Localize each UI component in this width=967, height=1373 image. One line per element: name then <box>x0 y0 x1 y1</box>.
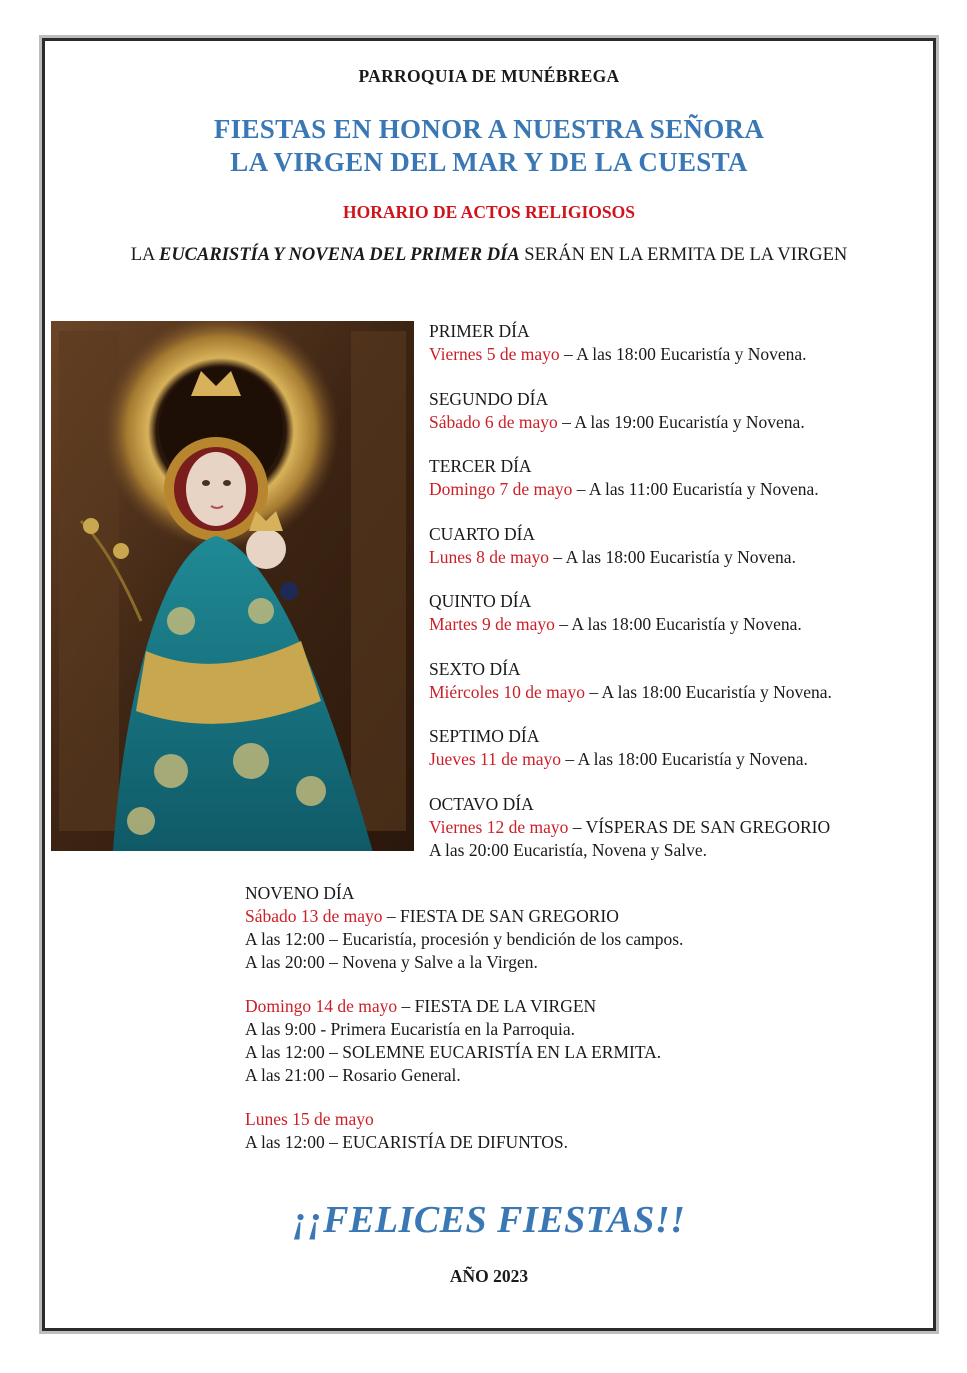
daily-schedule <box>429 320 909 860</box>
day-detail: – A las 11:00 Eucaristía y Novena. <box>572 479 819 499</box>
note-emphasis: EUCARISTÍA Y NOVENA DEL PRIMER DÍA <box>158 245 520 265</box>
day-entry <box>429 320 909 388</box>
day-line <box>429 613 909 636</box>
schedule-line: A las 12:00 – EUCARISTÍA DE DIFUNTOS. <box>245 1132 568 1152</box>
day-entry <box>429 658 909 726</box>
day-entry <box>429 725 909 793</box>
day-detail: – A las 18:00 Eucaristía y Novena. <box>549 546 796 567</box>
day-date: Lunes 8 de mayo <box>429 546 550 567</box>
day-line <box>429 411 909 434</box>
lunes-15-block <box>245 1108 885 1154</box>
day-entry <box>429 590 909 658</box>
day-name: SEPTIMO DÍA <box>429 726 540 746</box>
day-date: Domingo 14 de mayo <box>245 996 398 1016</box>
day-date: Viernes 5 de mayo <box>429 344 560 364</box>
day-date: Domingo 7 de mayo <box>429 479 573 499</box>
day-entry <box>429 793 909 861</box>
day-date: Sábado 6 de mayo <box>429 411 558 432</box>
day-name: SEXTO DÍA <box>429 658 521 679</box>
day-line <box>429 343 909 366</box>
schedule-line: A las 20:00 – Novena y Salve a la Virgen. <box>245 952 538 972</box>
day-name: QUINTO DÍA <box>429 591 532 611</box>
day-detail: – FIESTA DE LA VIRGEN <box>397 996 597 1016</box>
domingo-14-block <box>245 995 885 1087</box>
day-detail: – A las 18:00 Eucaristía y Novena. <box>559 344 807 364</box>
year-label: AÑO 2023 <box>449 1266 529 1286</box>
schedule-line: A las 21:00 – Rosario General. <box>245 1065 461 1085</box>
day-date: Viernes 12 de mayo <box>429 816 569 837</box>
day-entry <box>429 388 909 456</box>
day-date: Lunes 15 de mayo <box>245 1109 374 1129</box>
day-line <box>245 905 885 928</box>
schedule-line: A las 12:00 – Eucaristía, procesión y bendición de los campos. <box>245 929 684 949</box>
title-line-1: FIESTAS EN HONOR A NUESTRA SEÑORA <box>213 114 765 144</box>
schedule-line: A las 12:00 – SOLEMNE EUCARISTÍA EN LA ERMITA. <box>245 1042 662 1062</box>
day-entry <box>429 455 909 523</box>
note-suffix: SERÁN EN LA ERMITA DE LA VIRGEN <box>519 245 848 265</box>
day-name: PRIMER DÍA <box>429 321 530 341</box>
day-line <box>429 681 909 704</box>
day-name: OCTAVO DÍA <box>429 793 534 814</box>
day-line <box>245 995 885 1018</box>
virgin-statue-photo <box>51 321 414 851</box>
day-detail: – FIESTA DE SAN GREGORIO <box>382 906 619 926</box>
day-detail: – A las 18:00 Eucaristía y Novena. <box>554 614 802 634</box>
day-name: CUARTO DÍA <box>429 523 536 544</box>
title-line-2: LA VIRGEN DEL MAR Y DE LA CUESTA <box>230 147 748 177</box>
day-detail: – A las 19:00 Eucaristía y Novena. <box>557 411 805 432</box>
schedule-line: A las 9:00 - Primera Eucaristía en la Parroquia. <box>245 1019 575 1039</box>
noveno-dia-block <box>245 882 885 974</box>
note-prefix: LA <box>130 245 159 265</box>
day-entry <box>429 523 909 591</box>
day-date: Martes 9 de mayo <box>429 614 555 634</box>
day-name: NOVENO DÍA <box>245 883 355 903</box>
day-line <box>429 546 909 569</box>
felices-fiestas-greeting: ¡¡FELICES FIESTAS!! <box>292 1199 686 1241</box>
day-date: Miércoles 10 de mayo <box>429 681 585 702</box>
day-date: Jueves 11 de mayo <box>429 749 562 769</box>
day-name: SEGUNDO DÍA <box>429 388 549 409</box>
day-detail: – A las 18:00 Eucaristía y Novena. <box>561 749 808 769</box>
day-date: Sábado 13 de mayo <box>245 906 383 926</box>
day-line <box>429 748 909 771</box>
day-name: TERCER DÍA <box>429 456 532 476</box>
day-extra: A las 20:00 Eucaristía, Novena y Salve. <box>429 839 707 860</box>
day-line <box>429 478 909 501</box>
hermitage-note <box>45 245 933 266</box>
day-detail: – A las 18:00 Eucaristía y Novena. <box>585 681 832 702</box>
day-line <box>429 816 909 839</box>
parish-name: PARROQUIA DE MUNÉBREGA <box>358 66 620 86</box>
day-detail: – VÍSPERAS DE SAN GREGORIO <box>568 816 831 837</box>
schedule-heading: HORARIO DE ACTOS RELIGIOSOS <box>343 202 635 222</box>
